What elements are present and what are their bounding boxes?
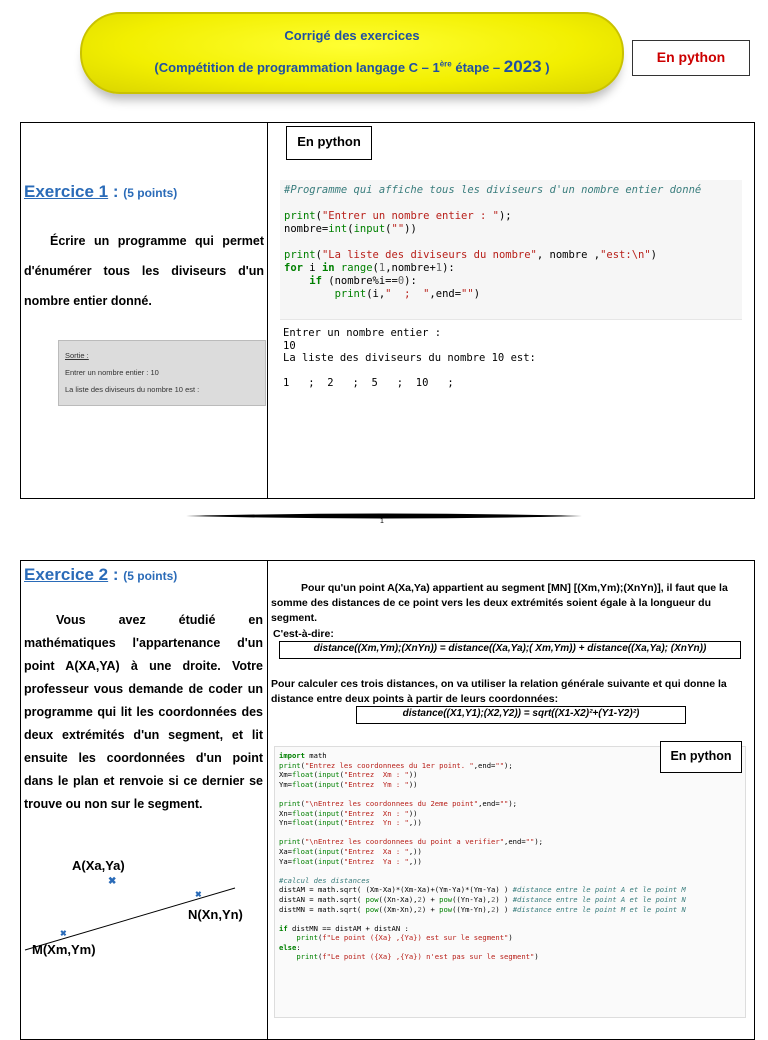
formula-distance: distance((X1,Y1);(X2,Y2)) = sqrt((X1-X2)²+(Y1-Y2)²) [356, 706, 686, 724]
python-tag-ex2: En python [660, 741, 742, 773]
exercise1-code: #Programme qui affiche tous les diviseurs d'un nombre entier donné print("Entrer un nombre entier : "); nombre=int(input("")) print("La liste des diviseurs du nombre", nombre ,"est:\n") for i in range(1,nombre+1): if (nombre%i==0): print(i," ; ",end="") [280, 180, 742, 320]
exercise2-column-divider [267, 560, 268, 1040]
exercise1-description: Écrire un programme qui permet d'énumérer tous les diviseurs d'un nombre entier donné. [24, 234, 264, 308]
sortie-line1: Entrer un nombre entier : 10 [65, 368, 159, 377]
exercise2-description: Vous avez étudié en mathématiques l'appartenance d'un point A(XA,YA) à une droite. Votre professeur vous demande de coder un programme qui lit les coordonnées des deux extrémités d'un segment, et lit ensuite les coordonnées d'un point dans le plan et renvoie si ce dernier se trouve ou non sur le segment. [24, 613, 263, 811]
page-number: 1 [380, 518, 384, 525]
exercise2-sep: : [108, 565, 124, 584]
output-line3: La liste des diviseurs du nombre 10 est: [283, 352, 536, 364]
exercise1-sep: : [108, 182, 124, 201]
exercise1-points: (5 points) [123, 186, 178, 200]
output-line1: Entrer un nombre entier : [283, 327, 442, 339]
point-a-marker: ✖ [108, 876, 117, 887]
exercise1-heading [24, 182, 177, 202]
title-line2 [82, 57, 622, 77]
python-tag-top: En python [632, 40, 750, 76]
title-sup: ère [439, 59, 452, 69]
python-tag-ex1: En python [286, 126, 372, 160]
title-banner [80, 12, 624, 94]
exercise2-code: import math print("Entrez les coordonnees du 1er point. ",end=""); Xm=float(input("Entrez Xm : ")) Ym=float(input("Entrez Ym : ")) print("\nEntrez les coordonnees du 2eme point",end=""); Xn=float(input("Entrez Xn : ")) Yn=float(input("Entrez Yn : ",)) print("\nEntrez les coordonnees du point a verifier",end=""); Xa=float(input("Entrez Xa : ",)) Ya=float(input("Entrez Ya : ",)) #calcul des distances distAM = math.sqrt( (Xm-Xa)*(Xm-Xa)+(Ym-Ya)*(Ym-Ya) ) #distance entre le point A et le point M distAN = math.sqrt( pow((Xn-Xa),2) + pow((Yn-Ya),2) ) #distance entre le point A et le point N distMN = math.sqrt( pow((Xm-Xn),2) + pow((Ym-Yn),2) ) #distance entre le point M et le point N if distMN == distAM + distAN : print(f"Le point ({Xa} ,{Ya}) est sur le segment") else: print(f"Le point ({Xa} ,{Ya}) n'est pas sur le segment") [274, 746, 746, 1018]
exercise1-column-divider [267, 122, 268, 499]
output-line4: 1 ; 2 ; 5 ; 10 ; [283, 377, 454, 389]
point-n-marker: ✖ [195, 890, 202, 899]
sortie-line2: La liste des diviseurs du nombre 10 est : [65, 385, 200, 394]
output-line2: 10 [283, 339, 296, 352]
title-line1: Corrigé des exercices [284, 28, 420, 43]
exercise2-points: (5 points) [123, 569, 178, 583]
segment-figure [20, 840, 260, 970]
formula-segment-length: distance((Xm,Ym);(XnYn)) = distance((Xa,Ya);( Xm,Ym)) + distance((Xa,Ya); (XnYn)) [279, 641, 741, 659]
exercise2-para2: Pour calculer ces trois distances, on va utiliser la relation générale suivante et qui donne la distance entre deux points à partir de leurs coordonnées: [271, 678, 727, 705]
title-year: 2023 [503, 57, 542, 76]
title-line2-mid: étape – [451, 60, 504, 75]
exercise1-title: Exercice 1 [24, 182, 109, 201]
exercise2-para1: Pour qu'un point A(Xa,Ya) appartient au segment [MN] [(Xm,Ym);(XnYn)], il faut que la somme des distances de ce point vers les deux extrémités soient égale à la longueur du segment. [271, 582, 728, 624]
title-line2-end: ) [541, 60, 550, 75]
page-separator [186, 511, 582, 521]
exercise2-heading [24, 565, 177, 585]
label-point-m: M(Xm,Ym) [32, 942, 96, 957]
label-point-n: N(Xn,Yn) [188, 907, 243, 922]
code-comment: #Programme qui affiche tous les diviseurs d'un nombre entier donné [284, 184, 702, 196]
sortie-title: Sortie : [65, 351, 89, 360]
exercise2-title: Exercice 2 [24, 565, 109, 584]
title-line2-pre: (Compétition de programmation langage C – 1 [154, 60, 440, 75]
exercise2-cest-a-dire: C'est-à-dire: [273, 628, 334, 640]
exercise1-sample-output [58, 340, 266, 406]
label-point-a: A(Xa,Ya) [72, 858, 125, 873]
exercise1-console-output [283, 327, 536, 390]
point-m-marker: ✖ [60, 929, 67, 938]
